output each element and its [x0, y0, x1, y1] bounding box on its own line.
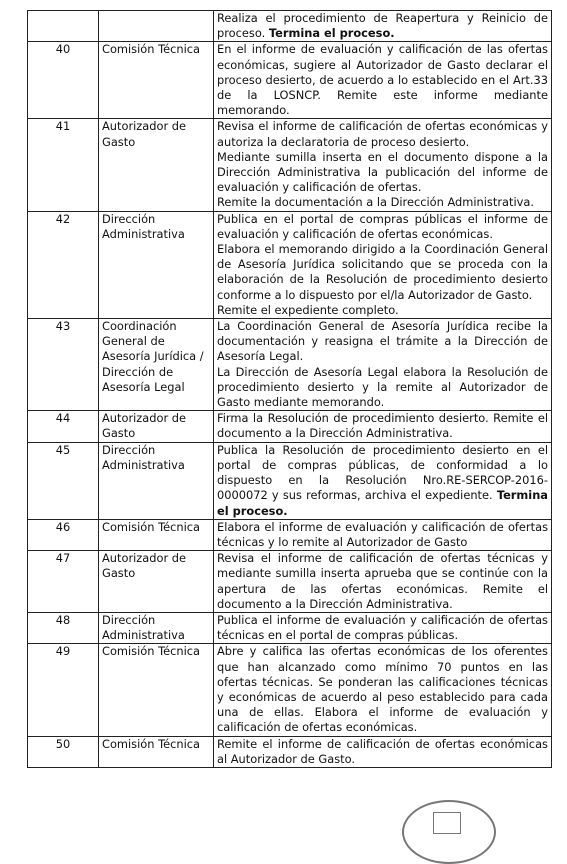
table-row — [28, 319, 552, 411]
responsible-role — [99, 11, 214, 42]
step-description — [214, 551, 552, 613]
description-paragraph: Elabora el informe de evaluación y calificación de ofertas técnicas y lo remite al Autorizador de Gasto — [217, 519, 548, 549]
seal-emblem-icon — [433, 812, 461, 834]
description-paragraph: Remite la documentación a la Dirección Administrativa. — [217, 195, 534, 210]
description-paragraph: La Dirección de Asesoría Legal elabora la Resolución de procedimiento desierto y la remite al Autorizador de Gasto mediante memorando. — [217, 364, 548, 410]
description-paragraph: Firma la Resolución de procedimiento desierto. Remite el documento a la Dirección Administrativa. — [217, 411, 548, 441]
step-description — [214, 119, 552, 211]
table-row — [28, 736, 552, 767]
description-paragraph: Abre y califica las ofertas económicas de los oferentes que han alcanzado como mínimo 70 puntos en las ofertas técnicas. Se ponderan las calificaciones técnicas y económicas de acuerdo al peso establecido para cada una de ellas. Elabora el informe de evaluación y calificación de ofertas económicas. — [217, 644, 548, 735]
table-row — [28, 442, 552, 519]
responsible-role: Comisión Técnica — [99, 519, 214, 550]
description-paragraph: En el informe de evaluación y calificación de las ofertas económicas, sugiere al Autorizador de Gasto declarar el proceso desierto, de acuerdo a lo establecido en el Art.33 de la LOSNCP. Remite este informe mediante memorando. — [217, 42, 548, 118]
step-number: 49 — [28, 644, 99, 736]
table-row — [28, 551, 552, 613]
responsible-role: Dirección Administrativa — [99, 612, 214, 643]
step-number: 48 — [28, 612, 99, 643]
step-number — [28, 11, 99, 42]
description-paragraph: Revisa el informe de calificación de ofertas económicas y autoriza la declaratoria de proceso desierto. — [217, 119, 548, 149]
table-row — [28, 411, 552, 442]
step-number: 44 — [28, 411, 99, 442]
description-paragraph: Revisa el informe de calificación de ofertas técnicas y mediante sumilla inserta aprueba que se continúe con la apertura de las ofertas económicas. Remite el documento a la Dirección Administrativa. — [217, 551, 548, 611]
responsible-role: Autorizador de Gasto — [99, 119, 214, 211]
responsible-role: Comisión Técnica — [99, 644, 214, 736]
responsible-role: Comisión Técnica — [99, 736, 214, 767]
step-description — [214, 519, 552, 550]
procedure-table — [27, 10, 552, 768]
responsible-role: Dirección Administrativa — [99, 442, 214, 519]
step-number: 47 — [28, 551, 99, 613]
step-description — [214, 319, 552, 411]
step-number: 43 — [28, 319, 99, 411]
step-description — [214, 442, 552, 519]
step-number: 41 — [28, 119, 99, 211]
step-description — [214, 612, 552, 643]
responsible-role: Comisión Técnica — [99, 42, 214, 119]
responsible-role: Autorizador de Gasto — [99, 411, 214, 442]
description-paragraph: Remite el informe de calificación de ofertas económicas al Autorizador de Gasto. — [217, 736, 548, 766]
description-paragraph: Elabora el memorando dirigido a la Coordinación General de Asesoría Jurídica solicitando que se proceda con la elaboración de la Resolución de procedimiento desierto conforme a lo dispuesto por el/la Autorizador de Gasto. — [217, 242, 548, 302]
end-of-process-text: Termina el proceso. — [268, 26, 395, 41]
table-row — [28, 612, 552, 643]
description-paragraph: Remite el expediente completo. — [217, 302, 399, 317]
end-of-process-text: Termina el proceso. — [217, 488, 548, 518]
description-text: Realiza el procedimiento de Reapertura y Reinicio de proceso. — [217, 11, 548, 41]
step-description — [214, 736, 552, 767]
table-row — [28, 519, 552, 550]
table-row — [28, 644, 552, 736]
step-number: 45 — [28, 442, 99, 519]
step-number: 50 — [28, 736, 99, 767]
step-description — [214, 42, 552, 119]
step-description — [214, 644, 552, 736]
description-paragraph — [217, 11, 548, 41]
table-row — [28, 119, 552, 211]
step-number: 42 — [28, 211, 99, 318]
table-row — [28, 11, 552, 42]
responsible-role: Dirección Administrativa — [99, 211, 214, 318]
table-row — [28, 211, 552, 318]
description-text: Publica la Resolución de procedimiento desierto en el portal de compras públicas, de conformidad a lo dispuesto en la Resolución Nro.RE-SERCOP-2016-0000072 y sus reformas, archiva el expediente. — [217, 442, 548, 503]
step-description — [214, 11, 552, 42]
step-number: 40 — [28, 42, 99, 119]
description-paragraph: Publica en el portal de compras públicas el informe de evaluación y calificación de ofertas económicas. — [217, 211, 548, 241]
description-paragraph: Publica el informe de evaluación y calificación de ofertas técnicas en el portal de compras públicas. — [217, 612, 548, 643]
table-row — [28, 42, 552, 119]
description-paragraph: Mediante sumilla inserta en el documento dispone a la Dirección Administrativa la publicación del informe de evaluación y calificación de ofertas. — [217, 149, 548, 195]
step-description — [214, 411, 552, 442]
responsible-role: Autorizador de Gasto — [99, 551, 214, 613]
description-paragraph — [217, 443, 548, 519]
step-description — [214, 211, 552, 318]
description-paragraph: La Coordinación General de Asesoría Jurídica recibe la documentación y reasigna el trámite a la Dirección de Asesoría Legal. — [217, 319, 548, 364]
step-number: 46 — [28, 519, 99, 550]
responsible-role: Coordinación General de Asesoría Jurídica / Dirección de Asesoría Legal — [99, 319, 214, 411]
